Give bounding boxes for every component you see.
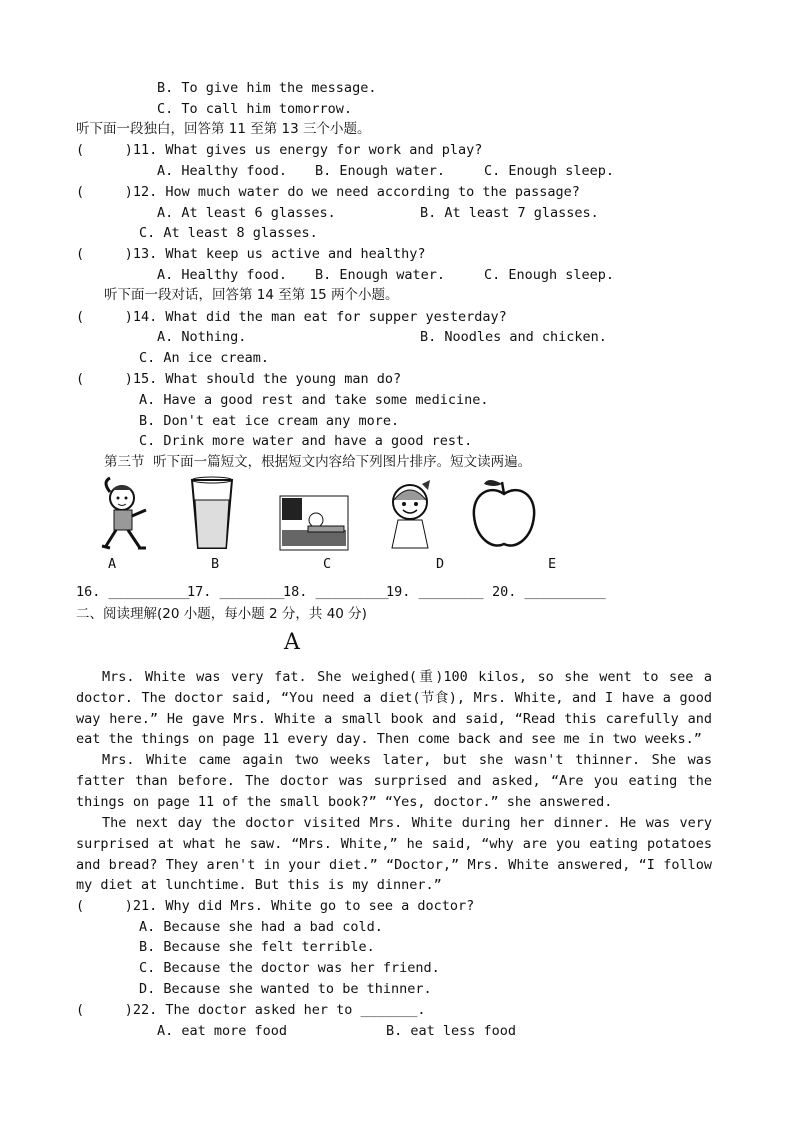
option-22a: A. eat more food: [157, 1023, 288, 1039]
picture-label-b: B: [211, 556, 220, 572]
question-21: ( )21. Why did Mrs. White go to see a doctor?: [76, 898, 475, 914]
passage-paragraph-2: Mrs. White came again two weeks later, but she wasn't thinner. She was fatter than before. The doctor was surprised and asked, “Are you eating the things on page 11 of the small book?” “Yes, doctor.” she answered.: [76, 752, 712, 810]
passage-paragraph-3: The next day the doctor visited Mrs. White during her dinner. He was very surprised at what he saw. “Mrs. White,” he said, “why are you eating potatoes and bread? They aren't in your diet.” “Doctor,” Mrs. White answered, “I follow my diet at lunchtime. But this is my dinner.”: [76, 815, 712, 894]
option-11a: A. Healthy food.: [157, 163, 288, 179]
section-3-title: 第三节 听下面一篇短文，根据短文内容给下列图片排序。短文读两遍。: [104, 454, 532, 470]
answer-blank-19[interactable]: 19. ________: [386, 584, 484, 600]
question-15: ( )15. What should the young man do?: [76, 371, 402, 387]
answer-blank-18[interactable]: 18. _________: [283, 584, 389, 600]
option-11b: B. Enough water.: [315, 163, 446, 179]
option-13c: C. Enough sleep.: [484, 267, 615, 283]
option-15c: C. Drink more water and have a good rest.: [139, 433, 473, 449]
option-14c: C. An ice cream.: [139, 350, 270, 366]
option-15b: B. Don't eat ice cream any more.: [139, 413, 400, 429]
picture-label-a: A: [108, 556, 117, 572]
option-10b: B. To give him the message.: [157, 80, 377, 96]
answer-blank-16[interactable]: 16. __________: [76, 584, 190, 600]
section-monologue: 听下面一段独白，回答第 11 至第 13 三个小题。: [76, 121, 371, 137]
option-15a: A. Have a good rest and take some medicine.: [139, 392, 489, 408]
option-14b: B. Noodles and chicken.: [420, 329, 607, 345]
question-22: ( )22. The doctor asked her to _______.: [76, 1002, 426, 1018]
option-21b: B. Because she felt terrible.: [139, 939, 375, 955]
question-14: ( )14. What did the man eat for supper yesterday?: [76, 309, 507, 325]
glass-of-water-icon: [188, 476, 236, 552]
exercising-girl-icon: [90, 476, 152, 552]
sleeping-in-bed-icon: [278, 476, 350, 552]
passage-paragraph-1: Mrs. White was very fat. She weighed(重)100 kilos, so she went to see a doctor. The doctor said, “You need a diet(节食), Mrs. White, and I have a good way here.” He gave Mrs. White a small book and said, “Read this carefully and eat the things on page 11 every day. Then come back and see me in two weeks.”: [76, 669, 712, 748]
answer-blank-20[interactable]: 20. __________: [492, 584, 606, 600]
option-11c: C. Enough sleep.: [484, 163, 615, 179]
option-12b: B. At least 7 glasses.: [420, 205, 599, 221]
option-12a: A. At least 6 glasses.: [157, 205, 336, 221]
picture-label-c: C: [323, 556, 332, 572]
apple-icon: [470, 476, 538, 552]
option-13a: A. Healthy food.: [157, 267, 288, 283]
section-dialogue: 听下面一段对话，回答第 14 至第 15 两个小题。: [104, 287, 399, 303]
option-21c: C. Because the doctor was her friend.: [139, 960, 440, 976]
question-11: ( )11. What gives us energy for work and play?: [76, 142, 483, 158]
passage-heading: A: [284, 630, 300, 655]
question-13: ( )13. What keep us active and healthy?: [76, 246, 426, 262]
option-21a: A. Because she had a bad cold.: [139, 919, 383, 935]
picture-label-d: D: [436, 556, 445, 572]
option-10c: C. To call him tomorrow.: [157, 101, 353, 117]
answer-blank-17[interactable]: 17. ________: [187, 584, 285, 600]
option-13b: B. Enough water.: [315, 267, 446, 283]
option-22b: B. eat less food: [386, 1023, 517, 1039]
question-12: ( )12. How much water do we need according to the passage?: [76, 184, 580, 200]
smiling-girl-icon: [384, 476, 436, 552]
option-21d: D. Because she wanted to be thinner.: [139, 981, 432, 997]
picture-label-e: E: [548, 556, 557, 572]
part-2-title: 二、阅读理解(20 小题，每小题 2 分，共 40 分): [76, 606, 367, 622]
option-12c: C. At least 8 glasses.: [139, 225, 318, 241]
option-14a: A. Nothing.: [157, 329, 247, 345]
